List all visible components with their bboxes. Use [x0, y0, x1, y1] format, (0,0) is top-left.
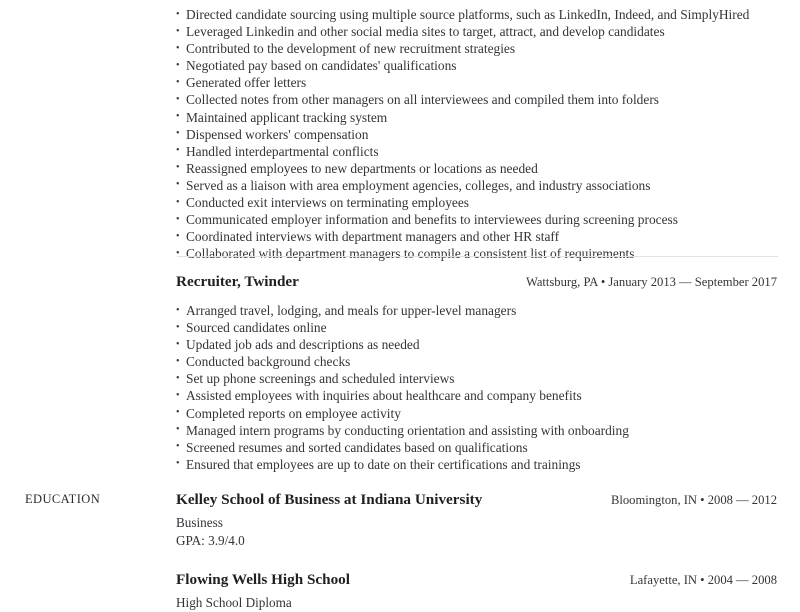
job-bullet-list	[176, 302, 777, 473]
job-entry-header	[176, 272, 777, 292]
education-section-label: EDUCATION	[25, 492, 101, 506]
job-label-column	[0, 272, 176, 274]
experience-continued-label-column	[0, 6, 176, 8]
bullet-item: • Maintained applicant tracking system	[176, 109, 777, 126]
bullet-item: • Sourced candidates online	[176, 319, 777, 336]
bullet-item: • Collaborated with department managers to compile a consistent list of requirements	[176, 245, 777, 262]
bullet-item: • Set up phone screenings and scheduled interviews	[176, 370, 777, 387]
education-entry	[176, 490, 777, 549]
bullet-item: • Arranged travel, lodging, and meals for upper-level managers	[176, 302, 777, 319]
education-entry	[176, 570, 777, 612]
bullet-item: • Leveraged Linkedin and other social media sites to target, attract, and develop candidates	[176, 23, 777, 40]
bullet-item: • Generated offer letters	[176, 74, 777, 91]
bullet-item: • Contributed to the development of new recruitment strategies	[176, 40, 777, 57]
bullet-item: • Completed reports on employee activity	[176, 405, 777, 422]
bullet-item: • Collected notes from other managers on all interviewees and compiled them into folders	[176, 91, 777, 108]
education-gpa: GPA: 3.9/4.0	[176, 532, 245, 548]
bullet-item: • Negotiated pay based on candidates' qualifications	[176, 57, 777, 74]
experience-continued-bullet-list	[176, 6, 777, 262]
job-entry-section	[0, 272, 800, 473]
education-content	[176, 490, 800, 612]
job-location-dates: Wattsburg, PA • January 2013 — September 2017	[525, 275, 777, 289]
education-label-column	[0, 490, 176, 507]
education-field-of-study: Business	[176, 515, 223, 530]
bullet-item: • Coordinated interviews with department managers and other HR staff	[176, 228, 777, 245]
education-location-dates: Lafayette, IN • 2004 — 2008	[629, 573, 777, 587]
bullet-item: • Reassigned employees to new departments or locations as needed	[176, 160, 777, 177]
bullet-item: • Screened resumes and sorted candidates based on qualifications	[176, 439, 777, 456]
experience-continued-content	[176, 6, 800, 262]
bullet-item: • Conducted background checks	[176, 353, 777, 370]
bullet-item: • Served as a liaison with area employment agencies, colleges, and industry associations	[176, 177, 777, 194]
bullet-item: • Assisted employees with inquiries about healthcare and company benefits	[176, 387, 777, 404]
section-divider-wrapper	[177, 256, 778, 257]
experience-continued-section	[0, 6, 800, 262]
bullet-item: • Conducted exit interviews on terminating employees	[176, 194, 777, 211]
bullet-item: • Ensured that employees are up to date on their certifications and trainings	[176, 456, 777, 473]
education-entry-header	[176, 490, 777, 510]
education-school-name: Kelley School of Business at Indiana University	[176, 491, 483, 508]
education-location-dates: Bloomington, IN • 2008 — 2012	[610, 493, 777, 507]
education-field-of-study: High School Diploma	[176, 595, 292, 610]
bullet-item: • Updated job ads and descriptions as needed	[176, 336, 777, 353]
bullet-item: • Directed candidate sourcing using multiple source platforms, such as LinkedIn, Indeed, and SimplyHired	[176, 6, 777, 23]
bullet-item: • Communicated employer information and benefits to interviewees during screening process	[176, 211, 777, 228]
education-school-name: Flowing Wells High School	[176, 571, 350, 588]
bullet-item: • Dispensed workers' compensation	[176, 126, 777, 143]
divider	[177, 256, 778, 257]
education-entry-header	[176, 570, 777, 590]
job-content	[176, 272, 800, 473]
job-title: Recruiter, Twinder	[176, 273, 299, 290]
bullet-item: • Managed intern programs by conducting orientation and assisting with onboarding	[176, 422, 777, 439]
education-section	[0, 490, 800, 612]
bullet-item: • Handled interdepartmental conflicts	[176, 143, 777, 160]
